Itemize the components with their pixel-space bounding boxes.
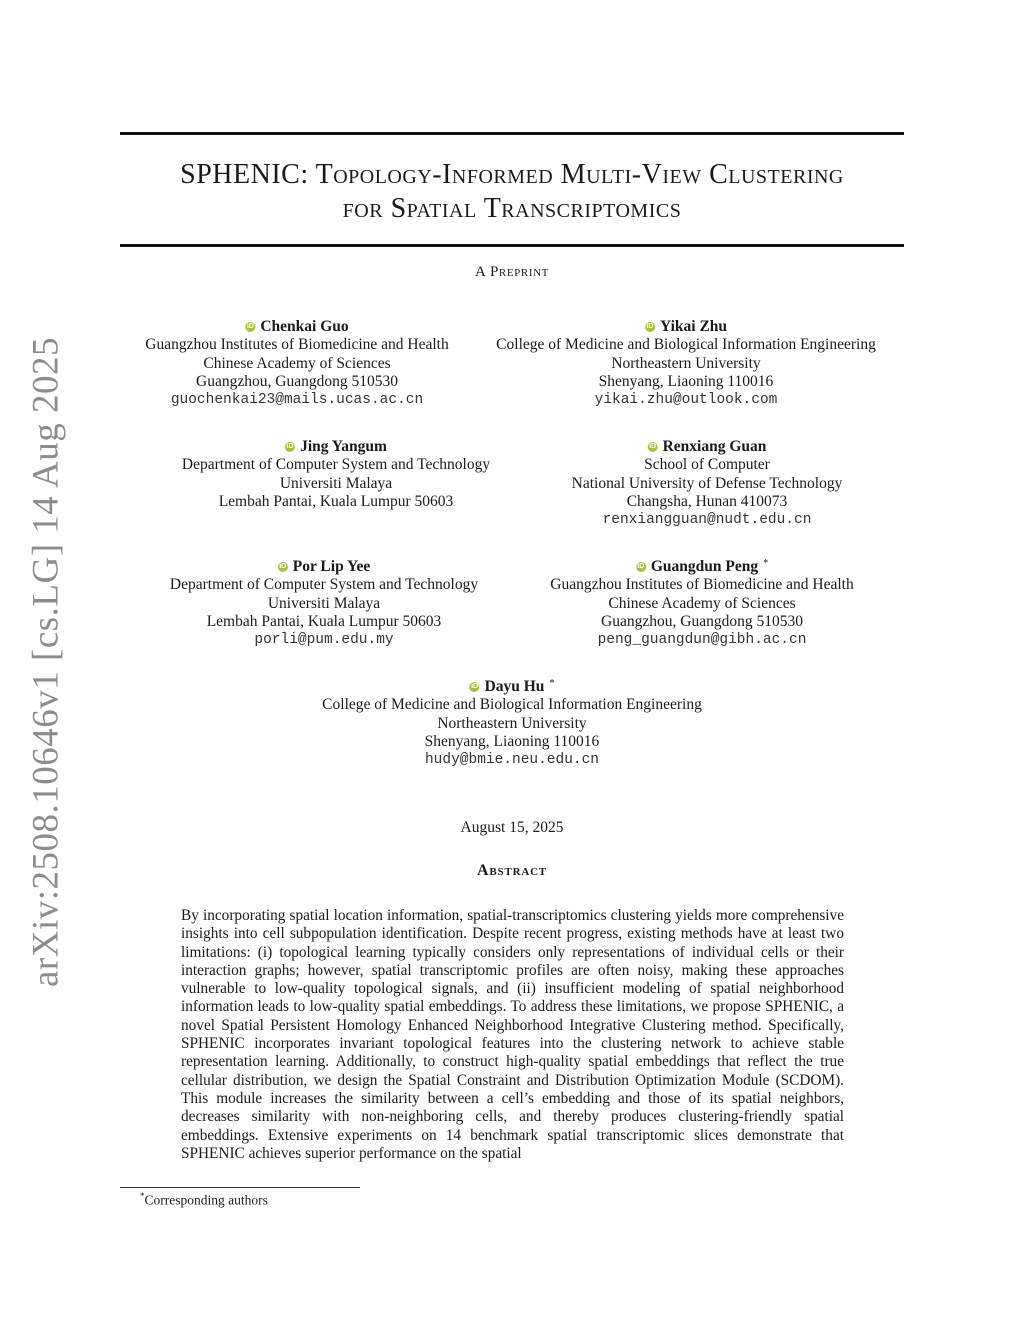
author-affiliation-line: Universiti Malaya <box>279 474 393 492</box>
corresponding-marker: * <box>763 558 769 569</box>
author-block <box>170 558 478 649</box>
author-affiliation-line: Changsha, Hunan 410073 <box>626 492 788 510</box>
author-email[interactable]: guochenkai23@mails.ucas.ac.cn <box>170 392 424 409</box>
author-block <box>572 438 843 529</box>
preprint-label: A Preprint <box>475 264 549 280</box>
orcid-icon[interactable]: iD <box>648 442 658 452</box>
author-block <box>496 318 876 409</box>
paper-title <box>120 158 904 226</box>
author-affiliation-line: National University of Defense Technology <box>571 474 843 492</box>
author-name: Chenkai Guo <box>260 318 349 335</box>
abstract-text: By incorporating spatial location information, spatial-transcriptomics clustering yields more comprehensive insights into cell subpopulation identification. Despite recent progress, existing methods have at least two limitations: (i) topological learning typically considers only representations of individual cells or their interaction graphs; however, spatial transcriptomic profiles are often noisy, making these approaches vulnerable to low-quality topological signals, and (ii) insufficient modeling of spatial neighborhood information leads to low-quality spatial embeddings. To address these limitations, we propose SPHENIC, a novel Spatial Persistent Homology Enhanced Neighborhood Integrative Clustering method. Specifically, SPHENIC incorporates invariant topological features into the clustering network to achieve stable representation learning. Additionally, to construct high-quality spatial embeddings that reflect the true cellular distribution, we design the Spatial Constraint and Distribution Optimization Module (SCDOM). This module increases the similarity between a cell’s embedding and those of its spatial neighbors, decreases similarity with non-neighboring cells, and thereby produces clustering-friendly spatial embeddings. Extensive experiments on 14 benchmark spatial transcriptomic slices demonstrate that SPHENIC achieves superior performance on the spatial <box>181 907 844 1162</box>
orcid-icon[interactable]: iD <box>245 322 255 332</box>
author-block <box>322 678 702 769</box>
footnote-marker: * <box>140 1191 145 1201</box>
author-affiliation-line: Universiti Malaya <box>267 594 381 612</box>
author-affiliation-line: College of Medicine and Biological Information Engineering <box>322 696 702 714</box>
author-affiliation-line: College of Medicine and Biological Information Engineering <box>496 336 876 354</box>
author-name: Yikai Zhu <box>659 318 728 335</box>
title-line-2: for Spatial Transcriptomics <box>342 193 682 224</box>
author-affiliation-line: Guangzhou Institutes of Biomedicine and Health <box>145 336 449 354</box>
orcid-icon[interactable]: iD <box>285 442 295 452</box>
author-affiliation-line: Department of Computer System and Technology <box>169 576 479 594</box>
author-block <box>145 318 448 409</box>
footnote <box>140 1191 268 1209</box>
title-bottom-rule <box>120 244 904 247</box>
author-affiliation-line: Chinese Academy of Sciences <box>608 594 796 612</box>
author-email[interactable]: hudy@bmie.neu.edu.cn <box>424 752 600 769</box>
orcid-icon[interactable]: iD <box>470 682 480 692</box>
orcid-icon[interactable]: iD <box>278 562 288 572</box>
author-affiliation-line: Shenyang, Liaoning 110016 <box>424 732 600 750</box>
author-email[interactable]: porli@pum.edu.my <box>254 632 394 649</box>
corresponding-marker: * <box>549 678 555 689</box>
author-affiliation-line: Guangzhou Institutes of Biomedicine and Health <box>550 576 854 594</box>
author-affiliation-line: Shenyang, Liaoning 110016 <box>598 372 774 390</box>
author-affiliation-line: Lembah Pantai, Kuala Lumpur 50603 <box>206 612 442 630</box>
author-block <box>182 438 490 511</box>
author-name: Renxiang Guan <box>662 438 767 455</box>
orcid-icon[interactable]: iD <box>636 562 646 572</box>
arxiv-identifier-stamp: arXiv:2508.10646v1 [cs.LG] 14 Aug 2025 <box>25 337 67 987</box>
author-affiliation-line: Lembah Pantai, Kuala Lumpur 50603 <box>218 492 454 510</box>
title-top-rule <box>120 132 904 135</box>
author-affiliation-line: Guangzhou, Guangdong 510530 <box>196 372 398 390</box>
publication-date: August 15, 2025 <box>460 819 564 836</box>
author-email[interactable]: renxiangguan@nudt.edu.cn <box>602 512 812 529</box>
author-email[interactable]: yikai.zhu@outlook.com <box>594 392 778 409</box>
author-affiliation-line: Northeastern University <box>611 354 761 372</box>
author-affiliation-line: Guangzhou, Guangdong 510530 <box>601 612 803 630</box>
footnote-rule <box>120 1187 360 1188</box>
author-affiliation-line: Northeastern University <box>437 714 587 732</box>
author-affiliation-line: Department of Computer System and Technology <box>181 456 491 474</box>
title-line-1: SPHENIC: Topology-Informed Multi-View Clustering <box>180 159 844 190</box>
author-name: Dayu Hu <box>484 678 545 695</box>
author-email[interactable]: peng_guangdun@gibh.ac.cn <box>597 632 807 649</box>
orcid-icon[interactable]: iD <box>645 322 655 332</box>
footnote-text: Corresponding authors <box>144 1192 268 1208</box>
author-name: Guangdun Peng <box>650 558 759 575</box>
author-name: Jing Yangum <box>300 438 387 455</box>
author-affiliation-line: Chinese Academy of Sciences <box>203 354 391 372</box>
abstract-heading: Abstract <box>477 862 547 879</box>
author-block <box>550 558 853 649</box>
author-affiliation-line: School of Computer <box>644 456 770 474</box>
author-name: Por Lip Yee <box>292 558 371 575</box>
